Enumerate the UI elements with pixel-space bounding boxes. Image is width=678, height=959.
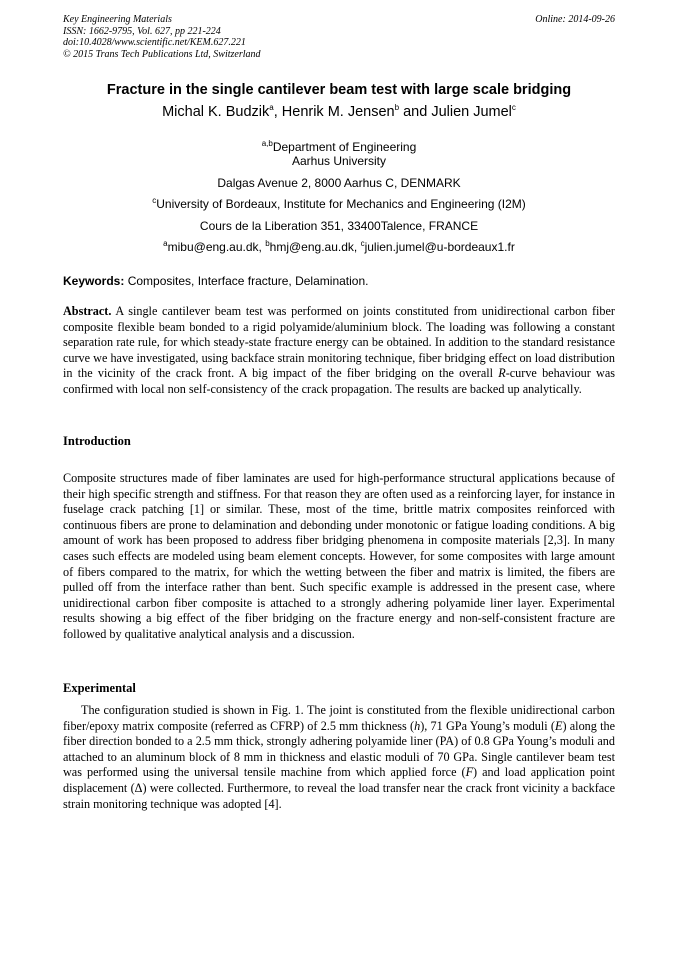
affiliation-institute: University of Bordeaux, Institute for Mechanics and Engineering (I2M) (156, 197, 526, 211)
email-marker: b (265, 239, 270, 248)
experimental-text: ) and load application point displacement (Δ) were collected. Furthermore, to reveal the load transfer near the crack front vicinity a backface strain monitoring technique was adopted [4]. (63, 765, 615, 811)
variable-e: E (555, 718, 563, 733)
author-list (63, 104, 615, 120)
experimental-paragraph (63, 703, 615, 812)
paper-title: Fracture in the single cantilever beam test with large scale bridging (106, 82, 572, 98)
introduction-heading: Introduction (63, 434, 131, 448)
abstract-label: Abstract. (63, 304, 112, 318)
experimental-text: ) along the fiber direction bonded to a 2.5 mm thick, strongly adhering polyamide liner (PA) of 0.8 GPa Young’s moduli and attached to an aluminum block of 8 mm in thickness and elastic moduli of 70 GPa. Single cantilever beam test was performed using the universal tensile machine from which applied force ( (63, 718, 615, 780)
email-link[interactable]: hmj@eng.au.dk, (269, 240, 361, 254)
affiliation-c (63, 197, 615, 211)
journal-header (63, 14, 615, 60)
affiliation-department: Department of Engineering (272, 140, 417, 154)
online-date: Online: 2014-09-26 (535, 14, 615, 25)
journal-name: Key Engineering Materials (63, 14, 172, 25)
author-emails (63, 240, 615, 254)
affiliation-marker: c (152, 196, 157, 205)
author-name: Michal K. Budzik (162, 104, 270, 120)
author-separator: , (273, 104, 282, 120)
affiliation-address-c: Cours de la Liberation 351, 33400Talence, FRANCE (199, 219, 479, 233)
affiliation-ab (63, 140, 615, 168)
email-marker: c (360, 239, 365, 248)
keywords (63, 274, 615, 288)
email-marker: a (163, 239, 168, 248)
journal-doi: doi:10.4028/www.scientific.net/KEM.627.221 (63, 37, 246, 49)
introduction-paragraph: Composite structures made of fiber laminates are used for high-performance structural applications because of their high specific strength and stiffness. For that reason they are often used as a reinforcing layer, for instance in fuselage crack patching [1] or similar. These, most of the time, brittle matrix composites reinforced with continuous fibers are prone to delamination and debonding under monotonic or fatigue loading conditions. A big amount of work has been proposed to address fiber bridging phenomena in composite materials [2,3]. In many cases such effects are modeled using beam element concepts. However, for some composites with large amount of fibers compared to the matrix, for which the wetting between the fiber and matrix is limited, the fibers are pulled off from the interface rather than bent. Such specific example is addressed in the present case, where unidirectional carbon fiber composite is attached to a strongly adhering polyamide liner layer. Experimental results showing a big effect of the fiber bridging on the fracture energy and non-self-consistent fracture are followed by qualitative analytical analysis and a discussion. (63, 471, 615, 641)
abstract-paragraph (63, 304, 615, 398)
author-name: Henrik M. Jensen (281, 104, 395, 120)
keywords-text: Composites, Interface fracture, Delamination. (124, 274, 369, 288)
affiliation-university: Aarhus University (291, 154, 387, 168)
abstract-text: -curve behaviour was confirmed with local non self-consistency of the crack propagation. The results are backed up analytically. (63, 366, 616, 396)
email-link[interactable]: julien.jumel@u-bordeaux1.fr (364, 240, 515, 254)
experimental-text: ), 71 GPa Young’s moduli ( (420, 718, 555, 733)
author-name: Julien Jumel (431, 104, 512, 120)
author-marker: c (511, 103, 516, 113)
email-link[interactable]: mibu@eng.au.dk, (167, 240, 266, 254)
author-marker: b (394, 103, 400, 113)
affiliation-address-ab: Dalgas Avenue 2, 8000 Aarhus C, DENMARK (217, 176, 461, 190)
experimental-text: The configuration studied is shown in Fig. 1. The joint is constituted from the flexible unidirectional carbon fiber/epoxy matrix composite (referred as CFRP) of 2.5 mm thickness ( (63, 703, 615, 733)
keywords-label: Keywords: (63, 274, 125, 288)
experimental-heading: Experimental (63, 681, 136, 695)
abstract-text: A single cantilever beam test was performed on joints constituted from unidirectional carbon fiber composite flexible beam bonded to a rigid polyamide/aluminium block. The loading was following a constant separation rate rule, for which steady-state fracture energy can be obtained. In addition to the standard resistance curve we have investigated, using backface strain monitoring technique, fiber bridging effect on load distribution in the vicinity of the crack front. A big impact of the fiber bridging on the overall (63, 304, 615, 381)
journal-issn: ISSN: 1662-9795, Vol. 627, pp 221-224 (63, 25, 221, 37)
variable-f: F (465, 765, 474, 780)
author-marker: a (269, 103, 274, 113)
variable-h: h (414, 718, 421, 733)
journal-copyright: © 2015 Trans Tech Publications Ltd, Switzerland (63, 48, 261, 60)
abstract-italic: R (498, 366, 506, 381)
affiliation-marker: a,b (261, 139, 273, 148)
author-separator: and (399, 104, 432, 120)
